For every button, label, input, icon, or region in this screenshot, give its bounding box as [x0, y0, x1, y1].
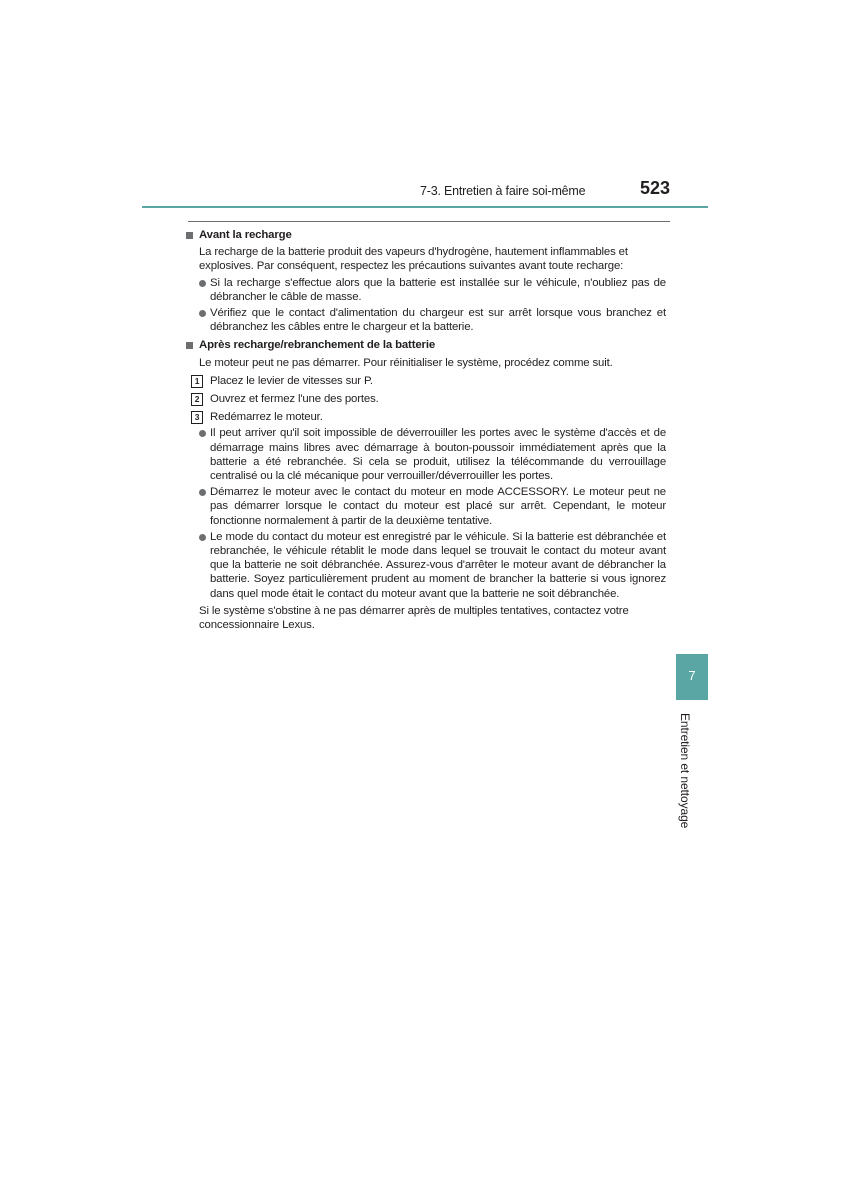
step-number: 1 — [191, 375, 203, 388]
list-item: Vérifiez que le contact d'alimentation du chargeur est sur arrêt lorsque vous branchez et débranchez les câbles entre le chargeur et la batterie. — [186, 306, 666, 334]
chapter-number: 7 — [688, 668, 696, 683]
circle-bullet-icon — [199, 430, 206, 437]
circle-bullet-icon — [199, 534, 206, 541]
section-heading: Avant la recharge — [186, 228, 666, 242]
page-number: 523 — [640, 178, 671, 198]
closing-paragraph: Si le système s'obstine à ne pas démarrer après de multiples tentatives, contactez votre concessionnaire Lexus. — [199, 604, 629, 632]
header-rule — [142, 206, 708, 208]
circle-bullet-icon — [199, 310, 206, 317]
chapter-label: Entretien et nettoyage — [678, 713, 692, 829]
header-section-title: 7-3. Entretien à faire soi-même — [420, 184, 586, 198]
square-bullet-icon — [186, 342, 193, 349]
step-number: 3 — [191, 411, 203, 424]
section-intro: Le moteur peut ne pas démarrer. Pour réinitialiser le système, procédez comme suit. — [199, 356, 613, 369]
list-item: Si la recharge s'effectue alors que la batterie est installée sur le véhicule, n'oubliez pas de débrancher le câble de masse. — [186, 276, 666, 304]
step-item: 1 Placez le levier de vitesses sur P. — [186, 374, 666, 388]
page-content — [186, 228, 666, 632]
square-bullet-icon — [186, 232, 193, 239]
list-item: Le mode du contact du moteur est enregistré par le véhicule. Si la batterie est débranchée et rebranchée, le véhicule rétablit le mode dans lequel se trouvait le contact du moteur avant que la batterie ne soit débranchée. Assurez-vous d'arrêter le moteur avant de débrancher la batterie. Soyez particulièrement prudent au moment de brancher la batterie si vous ignorez dans quel mode était le contact du moteur avant que la batterie ne soit débranchée. — [186, 530, 666, 601]
list-item: Démarrez le moteur avec le contact du moteur en mode ACCESSORY. Le moteur peut ne pas démarrer lorsque le contact du moteur est placé sur arrêt. Cependant, le moteur fonctionne normalement à partir de la deuxième tentative. — [186, 485, 666, 528]
step-number: 2 — [191, 393, 203, 406]
header-rule-thin — [188, 221, 670, 222]
circle-bullet-icon — [199, 280, 206, 287]
list-item: Il peut arriver qu'il soit impossible de déverrouiller les portes avec le système d'accès et de démarrage mains libres avec démarrage à bouton-poussoir immédiatement après que la batterie a été rebranchée. Si cela se produit, utilisez la télécommande du verrouillage centralisé ou la clé mécanique pour verrouiller/déverrouiller les portes. — [186, 426, 666, 483]
circle-bullet-icon — [199, 489, 206, 496]
step-item: 2 Ouvrez et fermez l'une des portes. — [186, 392, 666, 406]
chapter-tab — [676, 654, 708, 700]
section-intro: La recharge de la batterie produit des vapeurs d'hydrogène, hautement inflammables et explosives. Par conséquent, respectez les précautions suivantes avant toute recharge: — [199, 246, 628, 273]
step-item: 3 Redémarrez le moteur. — [186, 410, 666, 424]
section-heading: Après recharge/rebranchement de la batterie — [186, 338, 666, 352]
